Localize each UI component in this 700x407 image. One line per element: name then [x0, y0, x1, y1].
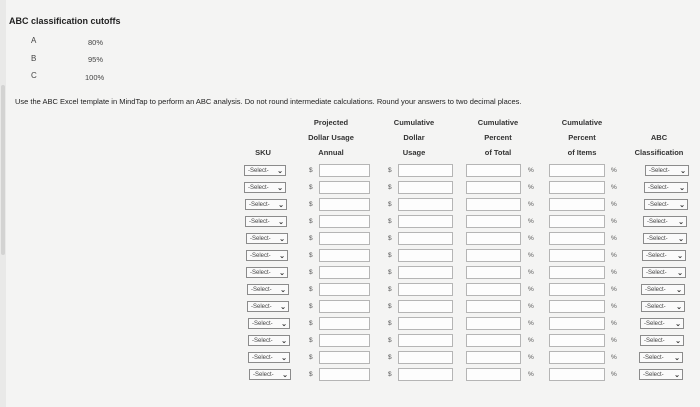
table-row [0, 333, 700, 348]
cumulative-percent-total-input[interactable] [466, 266, 521, 279]
sku-select-label: -Select- [248, 168, 269, 174]
chevron-down-icon: ⌄ [676, 304, 682, 311]
table-row [0, 197, 700, 212]
projected-usage-input[interactable] [319, 351, 370, 364]
percent-sign: % [611, 286, 617, 293]
cumulative-dollar-input[interactable] [398, 368, 453, 381]
abc-class-select[interactable] [643, 216, 687, 227]
header-cumulative-percent-items: Cumulative Percent of Items [561, 118, 603, 157]
projected-usage-input[interactable] [319, 198, 370, 211]
dollar-sign: $ [388, 201, 392, 208]
sku-select-label: -Select- [253, 372, 274, 378]
projected-usage-input[interactable] [319, 164, 370, 177]
dollar-sign: $ [388, 371, 392, 378]
dollar-sign: $ [388, 167, 392, 174]
chevron-down-icon: ⌄ [680, 168, 686, 175]
percent-sign: % [528, 201, 534, 208]
dollar-sign: $ [388, 184, 392, 191]
abc-select-label: -Select- [644, 321, 665, 327]
projected-usage-input[interactable] [319, 283, 370, 296]
projected-usage-input[interactable] [319, 232, 370, 245]
dollar-sign: $ [388, 269, 392, 276]
sku-select-label: -Select- [249, 219, 270, 225]
sku-select-label: -Select- [252, 321, 273, 327]
cumulative-percent-total-input[interactable] [466, 215, 521, 228]
abc-select-label: -Select- [647, 236, 668, 242]
sku-select-label: -Select- [251, 304, 272, 310]
table-row [0, 180, 700, 195]
dollar-sign: $ [309, 184, 313, 191]
cumulative-percent-total-input[interactable] [466, 198, 521, 211]
projected-usage-input[interactable] [319, 181, 370, 194]
abc-class-select[interactable] [645, 165, 689, 176]
abc-select-label: -Select- [646, 253, 667, 259]
chevron-down-icon: ⌄ [278, 219, 284, 226]
cumulative-dollar-input[interactable] [398, 334, 453, 347]
abc-class-select[interactable] [642, 250, 686, 261]
dollar-sign: $ [388, 320, 392, 327]
dollar-sign: $ [309, 235, 313, 242]
cumulative-percent-total-input[interactable] [466, 232, 521, 245]
chevron-down-icon: ⌄ [678, 219, 684, 226]
cumulative-percent-items-input[interactable] [549, 232, 605, 245]
sku-select-label: -Select- [251, 287, 272, 293]
sku-select[interactable] [246, 267, 288, 278]
table-row [0, 282, 700, 297]
chevron-down-icon: ⌄ [280, 287, 286, 294]
sku-select[interactable] [248, 318, 290, 329]
abc-select-label: -Select- [647, 219, 668, 225]
percent-sign: % [528, 286, 534, 293]
cumulative-percent-items-input[interactable] [549, 283, 605, 296]
percent-sign: % [528, 269, 534, 276]
sku-select-label: -Select- [250, 253, 271, 259]
percent-sign: % [528, 184, 534, 191]
cumulative-percent-total-input[interactable] [466, 283, 521, 296]
percent-sign: % [528, 252, 534, 259]
header-cumulative-dollar: Cumulative Dollar Usage [393, 118, 435, 157]
abc-class-select[interactable] [640, 318, 684, 329]
cumulative-dollar-input[interactable] [398, 351, 453, 364]
percent-sign: % [528, 337, 534, 344]
sku-select[interactable] [249, 369, 291, 380]
header-abc-classification: ABC Classification [634, 133, 684, 157]
cumulative-dollar-input[interactable] [398, 283, 453, 296]
chevron-down-icon: ⌄ [677, 253, 683, 260]
projected-usage-input[interactable] [319, 266, 370, 279]
cumulative-percent-items-input[interactable] [549, 334, 605, 347]
dollar-sign: $ [388, 235, 392, 242]
dollar-sign: $ [309, 320, 313, 327]
chevron-down-icon: ⌄ [677, 270, 683, 277]
table-row [0, 248, 700, 263]
cumulative-percent-total-input[interactable] [466, 181, 521, 194]
percent-sign: % [611, 218, 617, 225]
cutoff-class-a: A [31, 36, 37, 45]
cumulative-dollar-input[interactable] [398, 164, 453, 177]
percent-sign: % [528, 354, 534, 361]
sku-select-label: -Select- [248, 185, 269, 191]
sku-select-label: -Select- [250, 236, 271, 242]
abc-select-label: -Select- [646, 270, 667, 276]
cumulative-percent-total-input[interactable] [466, 164, 521, 177]
percent-sign: % [611, 184, 617, 191]
abc-class-select[interactable] [641, 301, 685, 312]
cumulative-percent-total-input[interactable] [466, 334, 521, 347]
cumulative-dollar-input[interactable] [398, 249, 453, 262]
abc-class-select[interactable] [639, 352, 683, 363]
percent-sign: % [611, 337, 617, 344]
cumulative-percent-items-input[interactable] [549, 266, 605, 279]
cutoff-value-a: 80% [88, 38, 104, 47]
sku-select[interactable] [244, 182, 286, 193]
chevron-down-icon: ⌄ [277, 168, 283, 175]
chevron-down-icon: ⌄ [282, 372, 288, 379]
abc-select-label: -Select- [648, 202, 669, 208]
sku-select-label: -Select- [249, 202, 270, 208]
sku-select[interactable] [246, 250, 288, 261]
projected-usage-input[interactable] [319, 334, 370, 347]
sku-select[interactable] [247, 284, 289, 295]
dollar-sign: $ [309, 371, 313, 378]
abc-class-select[interactable] [640, 335, 684, 346]
table-row [0, 316, 700, 331]
cutoff-value-c: 100% [85, 73, 105, 82]
table-row [0, 265, 700, 280]
sku-select[interactable] [245, 199, 287, 210]
sku-select[interactable] [245, 216, 287, 227]
cumulative-percent-items-input[interactable] [549, 368, 605, 381]
chevron-down-icon: ⌄ [675, 321, 681, 328]
abc-select-label: -Select- [643, 372, 664, 378]
chevron-down-icon: ⌄ [679, 185, 685, 192]
abc-select-label: -Select- [644, 338, 665, 344]
abc-class-select[interactable] [644, 199, 688, 210]
cumulative-dollar-input[interactable] [398, 317, 453, 330]
abc-select-label: -Select- [645, 304, 666, 310]
dollar-sign: $ [388, 303, 392, 310]
cumulative-percent-total-input[interactable] [466, 368, 521, 381]
chevron-down-icon: ⌄ [674, 372, 680, 379]
cumulative-percent-total-input[interactable] [466, 317, 521, 330]
cumulative-dollar-input[interactable] [398, 232, 453, 245]
chevron-down-icon: ⌄ [281, 321, 287, 328]
cutoffs-title: ABC classification cutoffs [9, 16, 121, 26]
chevron-down-icon: ⌄ [281, 338, 287, 345]
cutoff-class-b: B [31, 54, 37, 63]
chevron-down-icon: ⌄ [279, 236, 285, 243]
percent-sign: % [611, 201, 617, 208]
sku-select[interactable] [248, 352, 290, 363]
sku-select[interactable] [247, 301, 289, 312]
chevron-down-icon: ⌄ [278, 202, 284, 209]
cumulative-percent-items-input[interactable] [549, 317, 605, 330]
percent-sign: % [611, 269, 617, 276]
dollar-sign: $ [309, 337, 313, 344]
chevron-down-icon: ⌄ [676, 287, 682, 294]
sku-select[interactable] [248, 335, 290, 346]
cumulative-dollar-input[interactable] [398, 300, 453, 313]
cumulative-percent-items-input[interactable] [549, 249, 605, 262]
chevron-down-icon: ⌄ [281, 355, 287, 362]
cumulative-percent-total-input[interactable] [466, 300, 521, 313]
table-row [0, 299, 700, 314]
projected-usage-input[interactable] [319, 317, 370, 330]
chevron-down-icon: ⌄ [679, 202, 685, 209]
percent-sign: % [611, 354, 617, 361]
percent-sign: % [528, 218, 534, 225]
abc-select-label: -Select- [648, 185, 669, 191]
cumulative-percent-items-input[interactable] [549, 215, 605, 228]
sku-select-label: -Select- [252, 355, 273, 361]
sku-select-label: -Select- [252, 338, 273, 344]
cutoff-value-b: 95% [88, 55, 104, 64]
abc-class-select[interactable] [643, 233, 687, 244]
chevron-down-icon: ⌄ [280, 304, 286, 311]
table-row [0, 367, 700, 382]
projected-usage-input[interactable] [319, 215, 370, 228]
percent-sign: % [611, 320, 617, 327]
projected-usage-input[interactable] [319, 368, 370, 381]
abc-select-label: -Select- [649, 168, 670, 174]
dollar-sign: $ [309, 354, 313, 361]
table-row [0, 163, 700, 178]
dollar-sign: $ [309, 286, 313, 293]
dollar-sign: $ [388, 286, 392, 293]
abc-select-label: -Select- [645, 287, 666, 293]
chevron-down-icon: ⌄ [675, 338, 681, 345]
percent-sign: % [611, 252, 617, 259]
dollar-sign: $ [309, 269, 313, 276]
header-projected: Projected Dollar Usage Annual [308, 118, 354, 157]
dollar-sign: $ [309, 167, 313, 174]
header-sku: SKU [255, 148, 271, 157]
dollar-sign: $ [309, 201, 313, 208]
sku-select-label: -Select- [250, 270, 271, 276]
header-cumulative-percent-total: Cumulative Percent of Total [477, 118, 519, 157]
sku-select[interactable] [244, 165, 286, 176]
percent-sign: % [528, 371, 534, 378]
cumulative-dollar-input[interactable] [398, 198, 453, 211]
cumulative-percent-total-input[interactable] [466, 351, 521, 364]
chevron-down-icon: ⌄ [277, 185, 283, 192]
dollar-sign: $ [388, 218, 392, 225]
chevron-down-icon: ⌄ [279, 253, 285, 260]
cumulative-dollar-input[interactable] [398, 266, 453, 279]
percent-sign: % [611, 167, 617, 174]
percent-sign: % [528, 235, 534, 242]
cumulative-dollar-input[interactable] [398, 215, 453, 228]
dollar-sign: $ [388, 354, 392, 361]
percent-sign: % [528, 320, 534, 327]
abc-class-select[interactable] [641, 284, 685, 295]
percent-sign: % [611, 303, 617, 310]
cumulative-dollar-input[interactable] [398, 181, 453, 194]
table-row [0, 231, 700, 246]
chevron-down-icon: ⌄ [678, 236, 684, 243]
abc-select-label: -Select- [643, 355, 664, 361]
abc-class-select[interactable] [642, 267, 686, 278]
cumulative-percent-items-input[interactable] [549, 300, 605, 313]
cumulative-percent-items-input[interactable] [549, 181, 605, 194]
chevron-down-icon: ⌄ [674, 355, 680, 362]
abc-class-select[interactable] [639, 369, 683, 380]
instructions-text: Use the ABC Excel template in MindTap to perform an ABC analysis. Do not round intermediate calculations. Round your answers to two decimal places. [15, 97, 522, 106]
projected-usage-input[interactable] [319, 249, 370, 262]
abc-class-select[interactable] [644, 182, 688, 193]
cumulative-percent-total-input[interactable] [466, 249, 521, 262]
projected-usage-input[interactable] [319, 300, 370, 313]
cumulative-percent-items-input[interactable] [549, 198, 605, 211]
cumulative-percent-items-input[interactable] [549, 351, 605, 364]
chevron-down-icon: ⌄ [279, 270, 285, 277]
dollar-sign: $ [309, 252, 313, 259]
dollar-sign: $ [309, 303, 313, 310]
percent-sign: % [611, 235, 617, 242]
percent-sign: % [528, 167, 534, 174]
table-row [0, 350, 700, 365]
percent-sign: % [611, 371, 617, 378]
cumulative-percent-items-input[interactable] [549, 164, 605, 177]
dollar-sign: $ [388, 337, 392, 344]
sku-select[interactable] [246, 233, 288, 244]
percent-sign: % [528, 303, 534, 310]
dollar-sign: $ [388, 252, 392, 259]
table-row [0, 214, 700, 229]
dollar-sign: $ [309, 218, 313, 225]
cutoff-class-c: C [31, 71, 37, 80]
